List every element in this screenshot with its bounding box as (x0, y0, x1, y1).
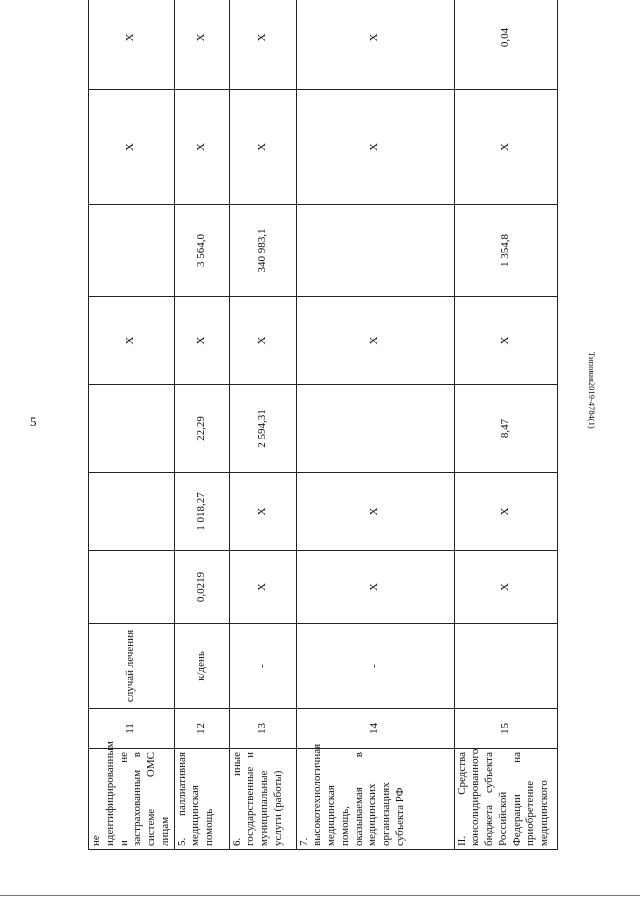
value-cell: X (296, 473, 454, 551)
table-row (296, 0, 454, 850)
value-cell (89, 473, 175, 551)
value-cell (89, 205, 175, 297)
financing-table (88, 0, 558, 850)
value-cell: X (174, 0, 229, 90)
table-row (229, 0, 296, 850)
value-cell: X (296, 297, 454, 385)
unit-cell: к/день (174, 624, 229, 709)
value-cell: X (296, 0, 454, 90)
row-number: 14 (296, 709, 454, 749)
page-number: 5 (30, 414, 37, 429)
row-name: не идентифицированным и не застрахованным в системе ОМС лицам (89, 749, 175, 850)
footer-divider (0, 895, 640, 896)
value-cell: 8,47 (454, 385, 557, 473)
value-cell: X (229, 0, 296, 90)
value-cell (296, 205, 454, 297)
value-cell: X (229, 90, 296, 205)
value-cell: 3 564,0 (174, 205, 229, 297)
value-cell: 1 354,8 (454, 205, 557, 297)
value-cell: 340 983,1 (229, 205, 296, 297)
row-name: 6. иные государственные и муниципальные услуги (работы) (229, 749, 296, 850)
value-cell: X (174, 297, 229, 385)
value-cell: X (296, 551, 454, 624)
value-cell: X (174, 90, 229, 205)
row-name: II. Средства консолидированного бюджета субъекта Российской Федерации на приобретение медицинского (454, 749, 557, 850)
row-number: 13 (229, 709, 296, 749)
value-cell: X (229, 473, 296, 551)
value-cell: X (454, 90, 557, 205)
value-cell: 0,0219 (174, 551, 229, 624)
document-code: Типовая2019-4784(1) (587, 352, 597, 429)
value-cell: X (229, 297, 296, 385)
row-number: 11 (89, 709, 175, 749)
row-number: 15 (454, 709, 557, 749)
value-cell: X (454, 473, 557, 551)
value-cell (89, 385, 175, 473)
table-rotated-container (88, 27, 550, 850)
value-cell: 22,29 (174, 385, 229, 473)
unit-cell (454, 624, 557, 709)
value-cell: X (229, 551, 296, 624)
value-cell: X (89, 297, 175, 385)
value-cell: 0,04 (454, 0, 557, 90)
row-name: 7. высокотехнологичная медицинская помощь, оказываемая в медицинских организациях субъекта РФ (296, 749, 454, 850)
table-row (174, 0, 229, 850)
unit-cell: - (296, 624, 454, 709)
value-cell (89, 551, 175, 624)
unit-cell: - (229, 624, 296, 709)
table-row (454, 0, 557, 850)
value-cell: 2 594,31 (229, 385, 296, 473)
row-number: 12 (174, 709, 229, 749)
value-cell (296, 385, 454, 473)
value-cell: X (89, 90, 175, 205)
unit-cell: случай лечения (89, 624, 175, 709)
value-cell: X (296, 90, 454, 205)
value-cell: X (89, 0, 175, 90)
row-name: 5. паллиативная медицинская помощь (174, 749, 229, 850)
value-cell: X (454, 297, 557, 385)
value-cell: 1 018,27 (174, 473, 229, 551)
table-row (89, 0, 175, 850)
value-cell: X (454, 551, 557, 624)
